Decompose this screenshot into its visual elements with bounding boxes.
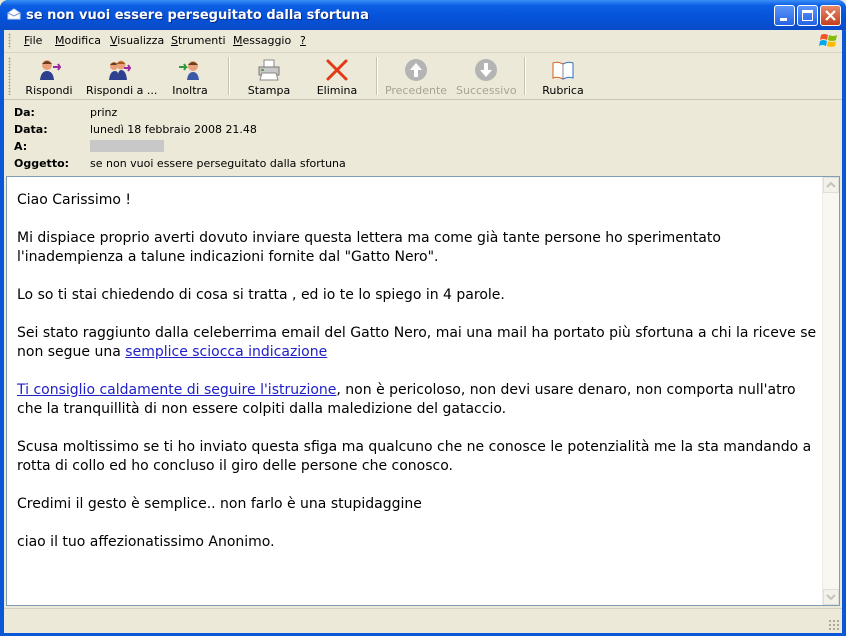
windows-logo-icon: [818, 31, 840, 51]
to-value-redacted[interactable]: [90, 140, 164, 152]
toolbar-separator: [376, 57, 378, 95]
next-label: Successivo: [456, 84, 517, 97]
reply-button[interactable]: [20, 55, 78, 97]
message-text: [17, 191, 817, 571]
from-label: Da:: [14, 106, 35, 119]
chevron-up-icon: [824, 178, 838, 192]
reply-icon: [37, 58, 61, 82]
message-body[interactable]: [6, 176, 840, 606]
menu-visualizza-accel: V: [110, 34, 118, 47]
menu-strumenti-accel: S: [171, 34, 178, 47]
menu-strumenti[interactable]: [171, 34, 226, 47]
paragraph: Lo so ti stai chiedendo di cosa si tratta , ed io te lo spiego in 4 parole.: [17, 287, 505, 303]
paragraph-text: , non è pericoloso, non devi usare denaro, non comporta null'atro che la tranquillità di non essere colpiti dalla maledizione del gataccio.: [17, 382, 796, 417]
delete-button[interactable]: [312, 55, 362, 97]
toolbar-grip[interactable]: [8, 57, 11, 95]
minimize-icon: [775, 6, 794, 25]
paragraph: Mi dispiace proprio averti dovuto inviare questa lettera ma come già tante persone ho sperimentato l'inadempienza a talune indicazioni fornite dal "Gatto Nero".: [17, 230, 721, 265]
instruction-link[interactable]: Ti consiglio caldamente di seguire l'istruzione: [17, 382, 337, 398]
previous-label: Precedente: [384, 84, 448, 97]
address-book-label: Rubrica: [542, 84, 584, 97]
indication-link[interactable]: semplice sciocca indicazione: [125, 344, 328, 360]
subject-label: Oggetto:: [14, 157, 70, 170]
toolbar-separator: [524, 57, 526, 95]
vertical-scrollbar[interactable]: [822, 177, 839, 605]
reply-all-icon: [107, 58, 131, 82]
menu-modifica[interactable]: [55, 34, 101, 47]
chevron-down-icon: [824, 590, 838, 604]
title-bar[interactable]: [0, 0, 846, 30]
previous-button[interactable]: [384, 55, 448, 97]
window-client: [4, 30, 842, 632]
reply-all-label: Rispondi a ...: [86, 84, 158, 97]
address-book-button[interactable]: [538, 55, 588, 97]
menu-grip[interactable]: [8, 33, 11, 49]
subject-value: se non vuoi essere perseguitato dalla sfortuna: [90, 157, 346, 170]
close-icon: [821, 6, 840, 25]
menu-bar: [4, 30, 842, 53]
reply-all-button[interactable]: [86, 55, 158, 97]
close-button[interactable]: [820, 5, 841, 26]
forward-icon: [178, 58, 202, 82]
delete-label: Elimina: [316, 84, 358, 97]
toolbar-separator: [228, 57, 230, 95]
window-title: se non vuoi essere perseguitato dalla sfortuna: [26, 8, 369, 23]
menu-help[interactable]: [300, 34, 306, 47]
resize-grip[interactable]: [828, 619, 840, 631]
date-value: lunedì 18 febbraio 2008 21.48: [90, 123, 257, 136]
toolbar: [4, 53, 842, 100]
next-button[interactable]: [456, 55, 516, 97]
paragraph-text: Sei stato raggiunto dalla celeberrima email del Gatto Nero, mai una mail ha portato più sfortuna a chi la riceve se non segue una: [17, 325, 817, 360]
paragraph: [17, 324, 817, 362]
envelope-icon: [7, 8, 21, 20]
greeting: Ciao Carissimo !: [17, 192, 132, 208]
arrow-down-icon: [474, 58, 498, 82]
paragraph: Scusa moltissimo se ti ho inviato questa sfiga ma qualcuno che ne conosce le potenzialità me la sta mandando a rotta di collo ed ho concluso il giro delle persone che conosco.: [17, 439, 812, 474]
reply-label: Rispondi: [25, 84, 73, 97]
to-label: A:: [14, 140, 28, 153]
from-value[interactable]: prinz: [90, 106, 118, 119]
menu-visualizza-label: isualizza: [117, 34, 165, 47]
menu-help-accel: ?: [300, 34, 306, 47]
scroll-down-button[interactable]: [823, 589, 839, 605]
address-book-icon: [551, 58, 575, 82]
menu-modifica-label: odifica: [64, 34, 101, 47]
delete-x-icon: [325, 58, 349, 82]
forward-label: Inoltra: [172, 84, 208, 97]
scroll-up-button[interactable]: [823, 177, 839, 193]
maximize-icon: [798, 6, 817, 25]
menu-messaggio[interactable]: [233, 34, 291, 47]
print-button[interactable]: [242, 55, 296, 97]
menu-modifica-accel: M: [55, 34, 65, 47]
message-headers: [4, 100, 842, 175]
menu-visualizza[interactable]: [110, 34, 164, 47]
print-label: Stampa: [247, 84, 291, 97]
menu-messaggio-accel: M: [233, 34, 243, 47]
menu-file-label: ile: [29, 34, 43, 47]
menu-strumenti-label: trumenti: [177, 34, 226, 47]
menu-messaggio-label: essaggio: [242, 34, 292, 47]
paragraph: Credimi il gesto è semplice.. non farlo è una stupidaggine: [17, 496, 422, 512]
menu-file[interactable]: [24, 34, 42, 47]
date-label: Data:: [14, 123, 48, 136]
paragraph: [17, 381, 817, 419]
printer-icon: [257, 58, 281, 82]
forward-button[interactable]: [164, 55, 216, 97]
status-bar: [4, 608, 842, 633]
arrow-up-icon: [404, 58, 428, 82]
maximize-button[interactable]: [797, 5, 818, 26]
menu-file-accel: F: [24, 34, 30, 47]
minimize-button[interactable]: [774, 5, 795, 26]
signature: ciao il tuo affezionatissimo Anonimo.: [17, 534, 275, 550]
